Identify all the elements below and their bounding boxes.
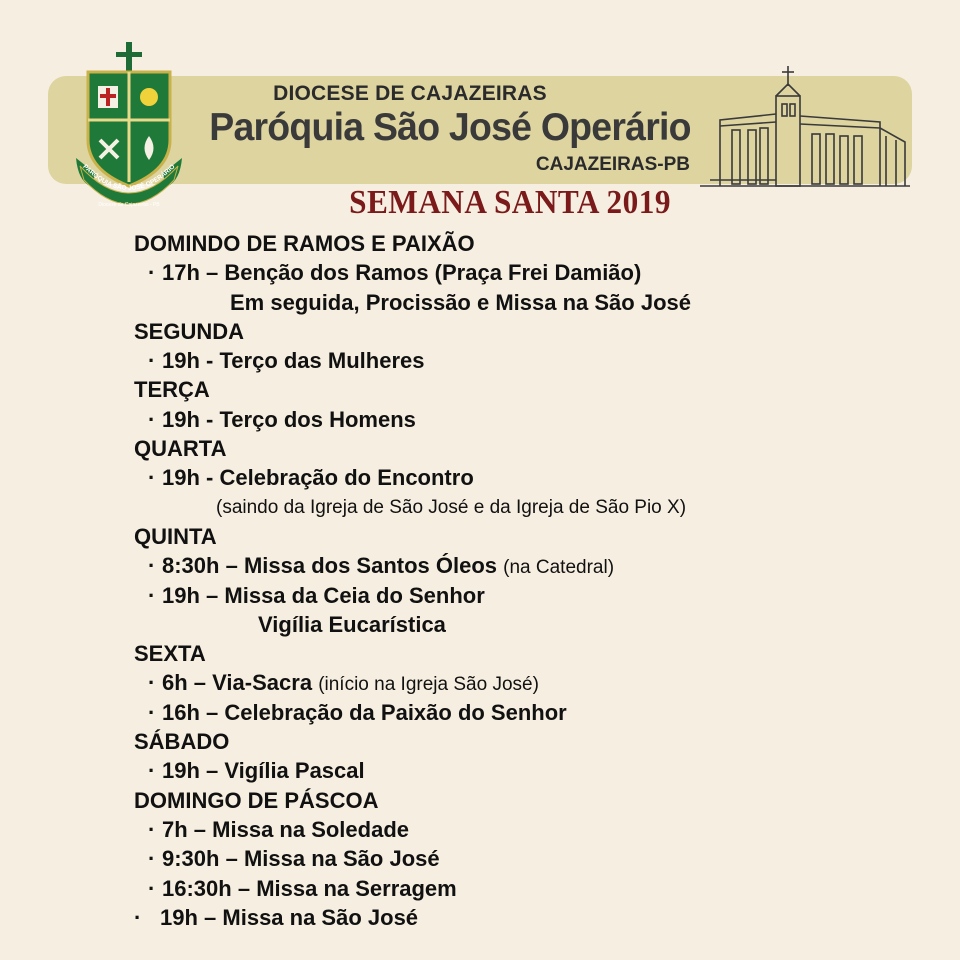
bullet-icon: ·: [148, 816, 156, 842]
schedule-item: [134, 903, 914, 932]
diocese-title: DIOCESE DE CAJAZEIRAS: [273, 82, 547, 105]
item-time: 19h: [162, 465, 200, 491]
item-time: 17h: [162, 260, 200, 286]
bullet-icon: ·: [148, 553, 156, 579]
bullet-icon: ·: [148, 406, 156, 432]
item-text: Terço das Mulheres: [219, 348, 425, 374]
bullet-icon: ·: [148, 875, 156, 901]
item-text: Missa dos Santos Óleos: [243, 553, 498, 579]
item-separator: –: [219, 846, 244, 872]
item-separator: –: [187, 670, 213, 696]
item-time: 6h: [162, 670, 188, 696]
day-heading: TERÇA: [134, 377, 210, 403]
item-note: (início na Igreja São José): [318, 674, 539, 696]
item-separator: -: [199, 465, 220, 491]
schedule-item: [134, 405, 914, 434]
bullet-icon: ·: [148, 260, 156, 286]
item-time: 19h: [162, 758, 200, 784]
day-heading: QUINTA: [134, 523, 217, 549]
item-time: 8:30h: [162, 553, 220, 579]
bullet-icon: ·: [134, 904, 142, 930]
item-text: Missa da Ceia do Senhor: [224, 582, 485, 608]
schedule-item: [134, 698, 914, 727]
item-continuation: Vigília Eucarística: [258, 611, 446, 637]
item-text: Missa na São José: [243, 846, 440, 872]
item-time: 7h: [162, 816, 188, 842]
item-separator: –: [197, 904, 223, 930]
item-separator: –: [199, 582, 225, 608]
item-time: 16:30h: [162, 875, 232, 901]
bullet-icon: ·: [148, 582, 156, 608]
church-illustration-icon: [700, 64, 910, 190]
item-separator: –: [199, 260, 225, 286]
event-title: SEMANA SANTA 2019: [349, 184, 671, 221]
item-text: Via-Sacra: [212, 670, 313, 696]
schedule-item: [134, 258, 914, 287]
schedule-item: [134, 551, 914, 580]
item-separator: –: [187, 816, 213, 842]
item-text: Celebração da Paixão do Senhor: [224, 699, 567, 725]
item-separator: –: [219, 553, 244, 579]
item-separator: -: [199, 406, 220, 432]
schedule-item: [134, 815, 914, 844]
item-time: 9:30h: [162, 846, 220, 872]
day-heading: SEXTA: [134, 641, 206, 667]
parish-name: Paróquia São José Operário: [209, 106, 691, 149]
item-continuation: Em seguida, Procissão e Missa na São José: [230, 289, 691, 315]
item-time: 19h: [162, 348, 200, 374]
bullet-icon: ·: [148, 465, 156, 491]
item-text: Missa na São José: [222, 904, 419, 930]
item-text: Benção dos Ramos (Praça Frei Damião): [224, 260, 642, 286]
crest-text: PARÓQUIA SÃO JOSÉ OPERÁRIO: [81, 163, 177, 193]
schedule-item: [134, 463, 914, 492]
item-separator: –: [199, 699, 225, 725]
schedule-item: [134, 668, 914, 697]
item-text: Missa na Soledade: [212, 816, 410, 842]
parish-crest-icon: [70, 40, 188, 218]
item-text: Celebração do Encontro: [219, 465, 474, 491]
item-separator: –: [199, 758, 225, 784]
schedule-item: [134, 581, 914, 610]
schedule-item: [134, 756, 914, 785]
bullet-icon: ·: [148, 670, 156, 696]
day-heading: DOMINDO DE RAMOS E PAIXÃO: [134, 231, 475, 256]
bullet-icon: ·: [148, 348, 156, 374]
item-separator: –: [231, 875, 257, 901]
crest-subtext: Diocese de Cajazeiras - PB: [98, 202, 160, 208]
item-note: (na Catedral): [503, 557, 615, 579]
item-time: 19h: [162, 582, 200, 608]
item-separator: -: [199, 348, 220, 374]
day-heading: SÁBADO: [134, 729, 230, 755]
item-text: Vigília Pascal: [224, 758, 365, 784]
item-note: (saindo da Igreja de São José e da Igreja de São Pio X): [216, 496, 687, 518]
item-time: 16h: [162, 699, 200, 725]
schedule-item: [134, 874, 914, 903]
bullet-icon: ·: [148, 758, 156, 784]
day-heading: DOMINGO DE PÁSCOA: [134, 787, 379, 813]
city-label: CAJAZEIRAS-PB: [535, 154, 690, 175]
schedule-item: [134, 844, 914, 873]
schedule-item: [134, 346, 914, 375]
item-time: 19h: [162, 406, 200, 432]
item-time: 19h: [160, 904, 198, 930]
day-heading: SEGUNDA: [134, 318, 245, 344]
item-text: Terço dos Homens: [219, 406, 416, 432]
bullet-icon: ·: [148, 699, 156, 725]
day-heading: QUARTA: [134, 436, 227, 462]
bullet-icon: ·: [148, 846, 156, 872]
item-text: Missa na Serragem: [256, 875, 457, 901]
schedule-list: [134, 229, 914, 932]
